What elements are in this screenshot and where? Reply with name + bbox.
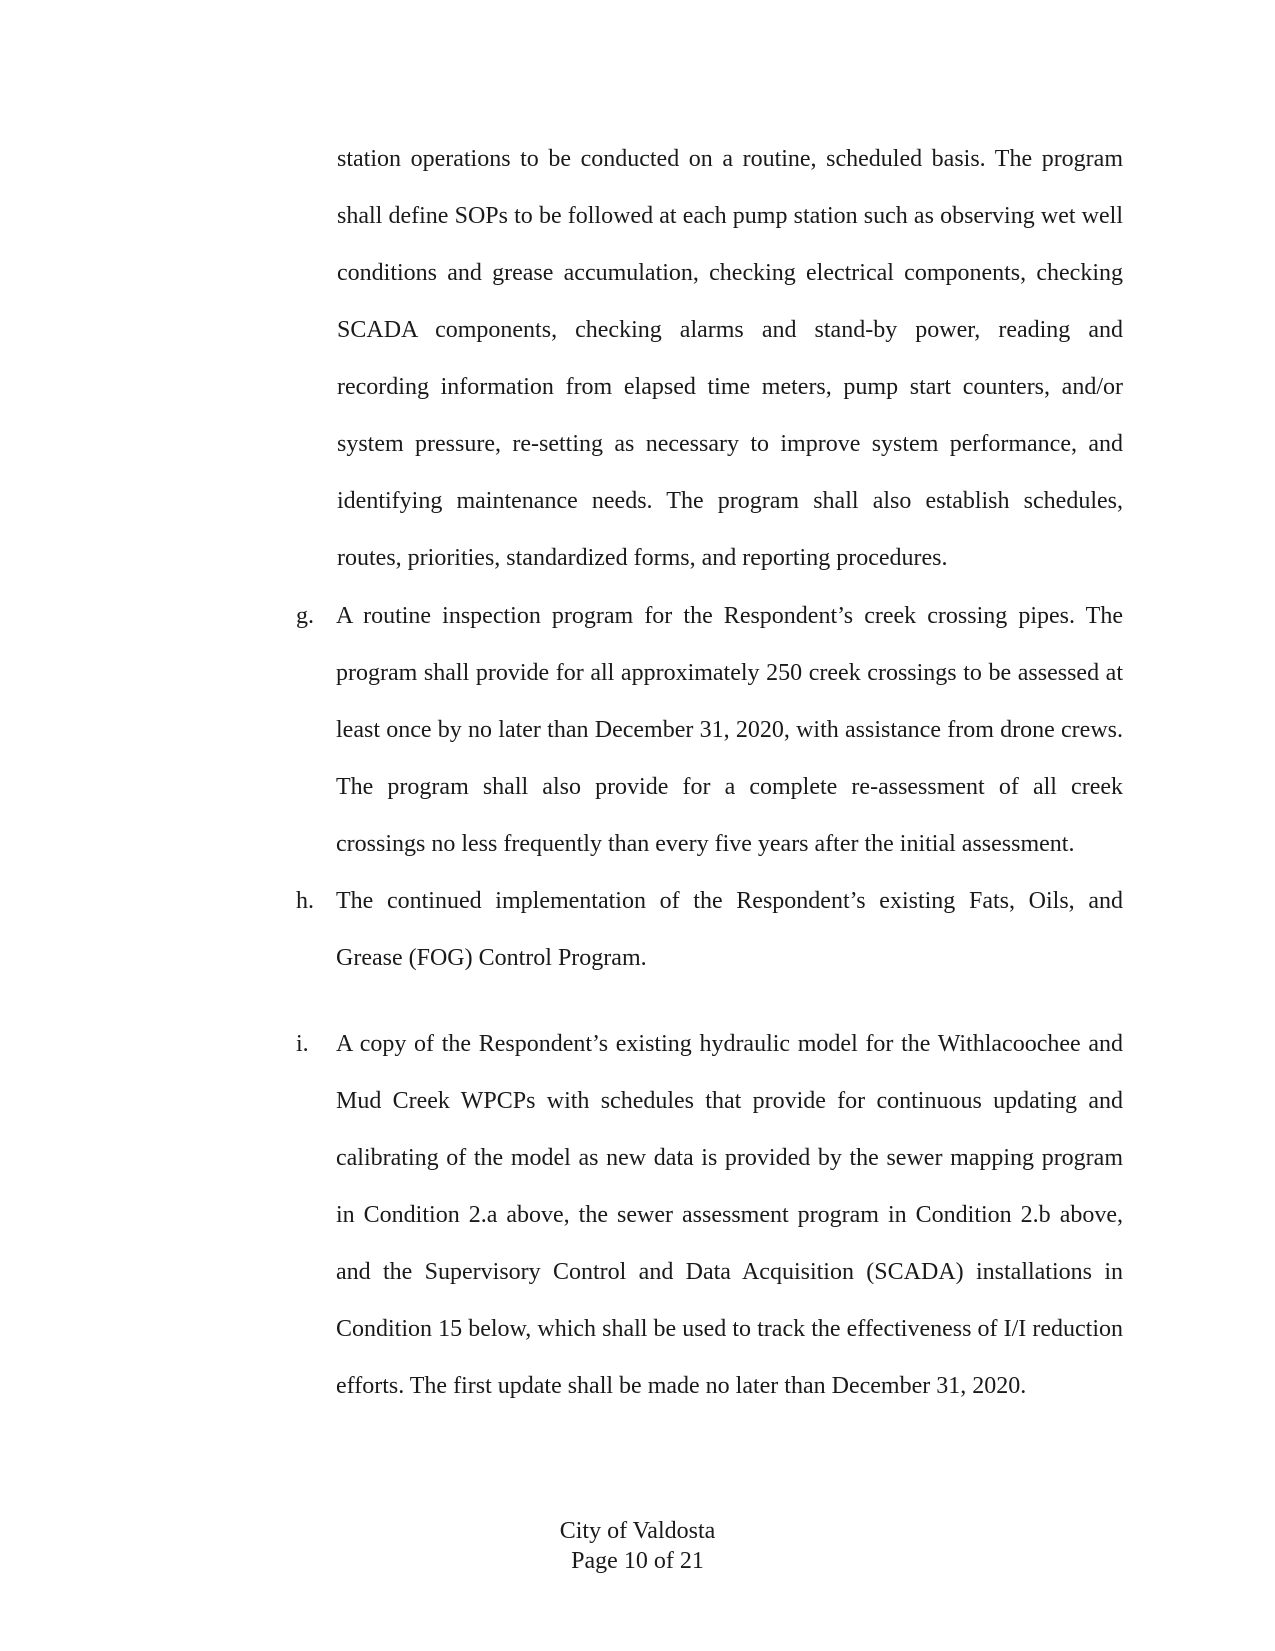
list-item-label: h.: [296, 888, 314, 914]
list-item-text: A copy of the Respondent’s existing hydraulic model for the Withlacoochee and Mud Creek WPCPs with schedules that provide for continuous updating and calibrating of the model as new data is provided by the sewer mapping program in Condition 2.a above, the sewer assessment program in Condition 2.b above, and the Supervisory Control and Data Acquisition (SCADA) installations in Condition 15 below, which shall be used to track the effectiveness of I/I reduction efforts. The first update shall be made no later than December 31, 2020.: [336, 1031, 1123, 1399]
list-item-label: g.: [296, 603, 314, 629]
footer-page-number: Page 10 of 21: [571, 1548, 704, 1574]
page-footer: [0, 1516, 1275, 1576]
footer-entity: City of Valdosta: [559, 1518, 716, 1544]
list-item-text: A routine inspection program for the Respondent’s creek crossing pipes. The program shall provide for all approximately 250 creek crossings to be assessed at least once by no later than December 31, 2020, with assistance from drone crews. The program shall also provide for a complete re-assessment of all creek crossings no less frequently than every five years after the initial assessment.: [336, 603, 1123, 857]
continuation-paragraph: station operations to be conducted on a routine, scheduled basis. The program shall define SOPs to be followed at each pump station such as observing wet well conditions and grease accumulation, checking electrical components, checking SCADA components, checking alarms and stand-by power, reading and recording information from elapsed time meters, pump start counters, and/or system pressure, re-setting as necessary to improve system performance, and identifying maintenance needs. The program shall also establish schedules, routes, priorities, standardized forms, and reporting procedures.: [337, 146, 1123, 571]
list-item-label: i.: [296, 1031, 309, 1057]
list-item-text: The continued implementation of the Respondent’s existing Fats, Oils, and Grease (FOG) Control Program.: [336, 888, 1123, 971]
